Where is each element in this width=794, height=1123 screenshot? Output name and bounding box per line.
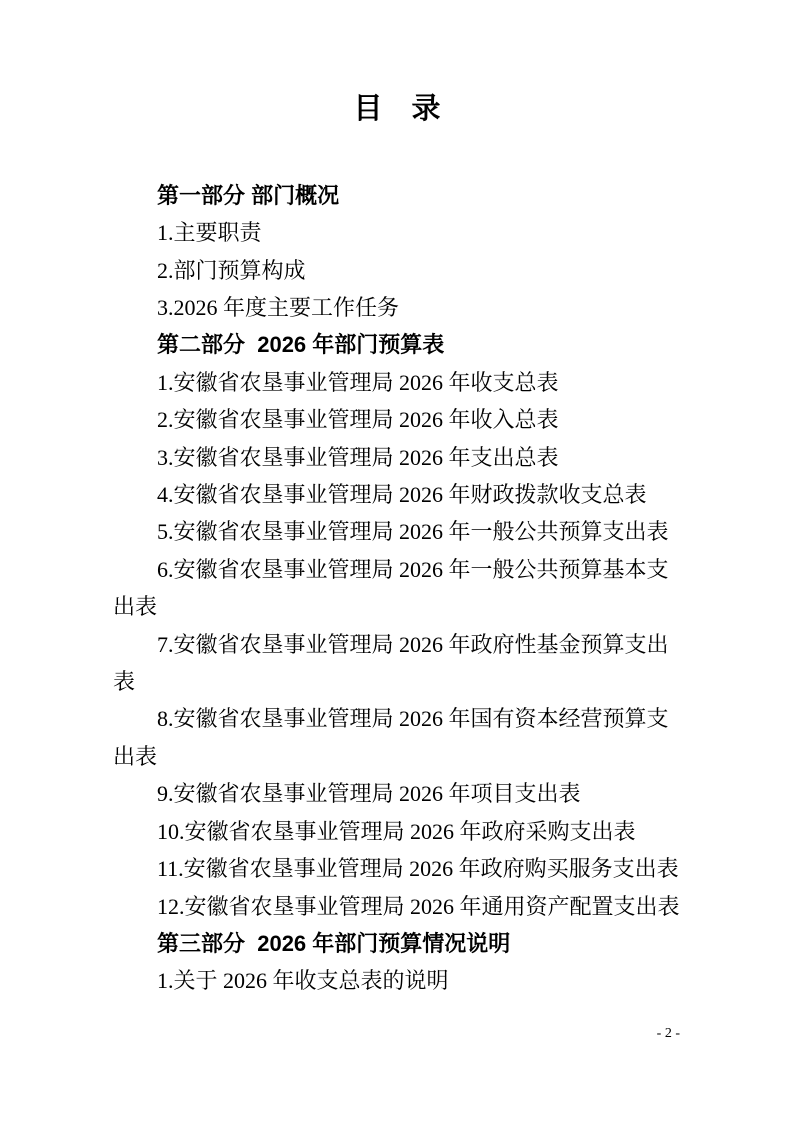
page-title: 目 录 [353, 93, 441, 125]
toc-section-heading: 第一部分 部门概况 [157, 182, 340, 208]
toc-item: 11.安徽省农垦事业管理局 2026 年政府购买服务支出表 [157, 856, 679, 882]
toc-item: 5.安徽省农垦事业管理局 2026 年一般公共预算支出表 [157, 519, 669, 545]
toc-item: 1.主要职责 [157, 220, 262, 246]
toc-item: 8.安徽省农垦事业管理局 2026 年国有资本经营预算支出表 [113, 706, 669, 769]
toc-section-heading: 第三部分 2026 年部门预算情况说明 [157, 930, 511, 956]
toc-item: 9.安徽省农垦事业管理局 2026 年项目支出表 [157, 781, 581, 807]
page-number: - 2 - [656, 1026, 680, 1041]
toc-item: 3.安徽省农垦事业管理局 2026 年支出总表 [157, 444, 559, 470]
toc-item: 2.部门预算构成 [157, 257, 306, 283]
toc-item: 1.安徽省农垦事业管理局 2026 年收支总表 [157, 369, 559, 395]
toc-item: 4.安徽省农垦事业管理局 2026 年财政拨款收支总表 [157, 482, 647, 508]
toc-item: 6.安徽省农垦事业管理局 2026 年一般公共预算基本支出表 [113, 556, 669, 620]
toc-list [113, 177, 681, 1000]
toc-item: 12.安徽省农垦事业管理局 2026 年通用资产配置支出表 [157, 893, 680, 919]
toc-item: 2.安徽省农垦事业管理局 2026 年收入总表 [157, 407, 559, 433]
toc-section-heading: 第二部分 2026 年部门预算表 [157, 332, 445, 358]
toc-item: 3.2026 年度主要工作任务 [157, 295, 400, 321]
toc-item: 10.安徽省农垦事业管理局 2026 年政府采购支出表 [157, 818, 636, 844]
toc-item: 1.关于 2026 年收支总表的说明 [157, 968, 449, 994]
toc-item: 7.安徽省农垦事业管理局 2026 年政府性基金预算支出表 [113, 631, 669, 695]
